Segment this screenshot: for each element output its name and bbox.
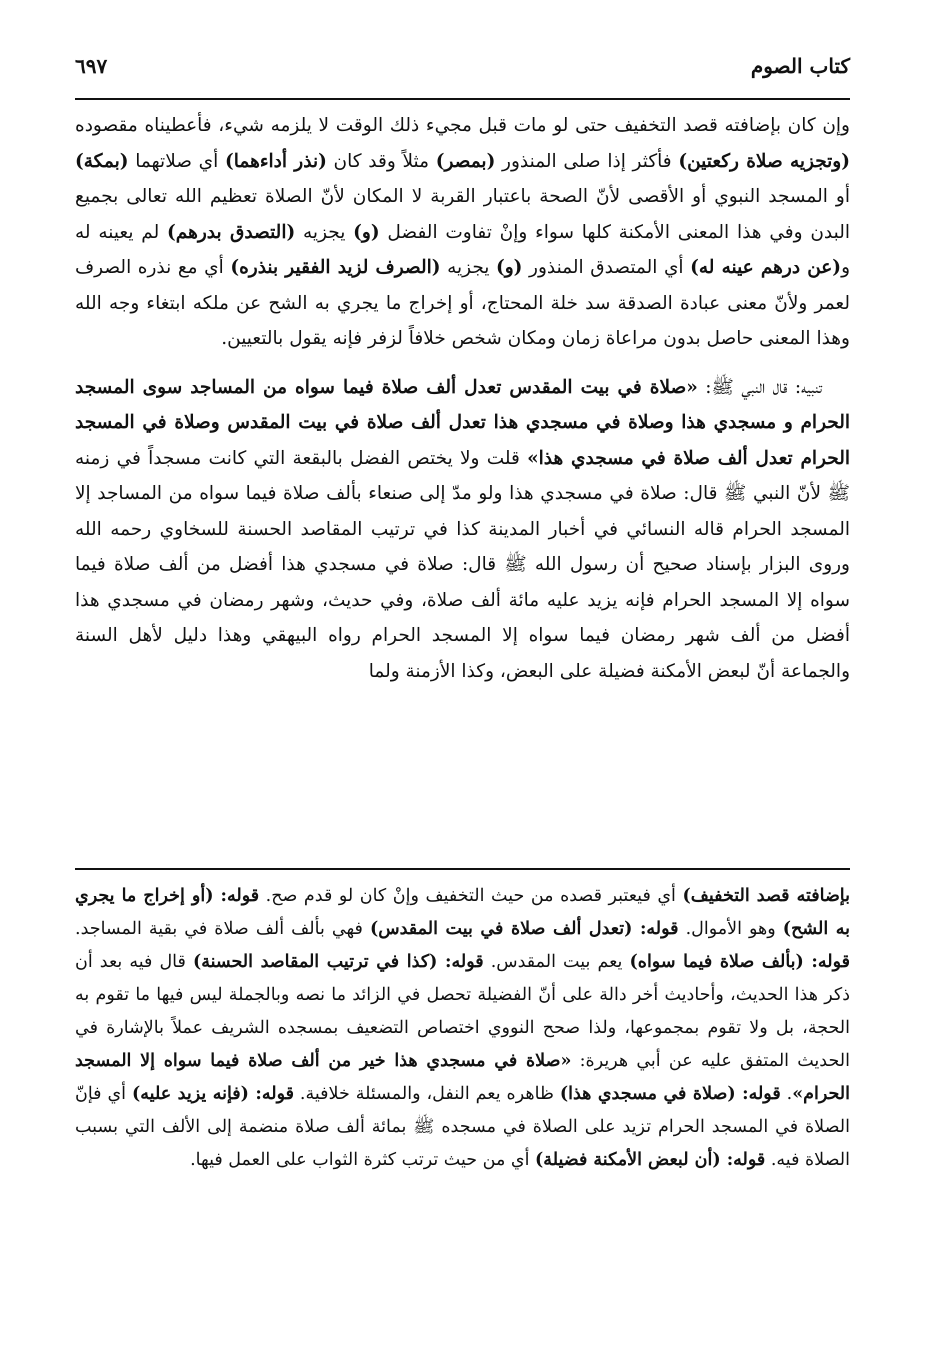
bold-segment: قوله: (صلاة في مسجدي هذا)	[559, 1084, 781, 1104]
bold-segment: قوله: (بألف صلاة فيما سواه)	[629, 952, 851, 972]
note-paragraph	[75, 370, 850, 690]
bold-segment: قوله: (فإنه يزيد عليه)	[132, 1084, 294, 1104]
text-segment: أو المسجد النبوي أو الأقصى لأنّ الصحة باعتبار القربة لا المكان لأنّ الصلاة تعظيم الله تعالى بجميع البدن وفي هذا المعنى الأمكنة كلها سواء وإنْ تفاوت الفضل	[75, 186, 850, 243]
text-segment: يجزيه	[440, 257, 496, 278]
bold-segment: (وتجزيه صلاة ركعتين)	[678, 150, 850, 172]
text-segment: فهي بألف ألف صلاة في بقية المساجد.	[75, 919, 370, 939]
bold-segment: قوله: (كذا في ترتيب المقاصد الحسنة)	[192, 952, 484, 972]
main-paragraph	[75, 108, 850, 357]
text-segment: ظاهره يعم النفل، والمسئلة خلافية.	[293, 1084, 560, 1104]
bold-segment: (بمكة)	[75, 150, 129, 172]
text-segment: وإن كان بإضافته قصد التخفيف حتى لو مات قبل مجيء ذلك الوقت لا يلزمه شيء، فأعطيناه مقصوده	[75, 115, 850, 136]
text-segment: أي فإنّ الصلاة في المسجد الحرام تزيد على الصلاة في مسجده ﷺ بمائة ألف صلاة منضمة إلى الألف التي بسبب الصلاة فيه.	[75, 1084, 850, 1170]
bold-segment: قوله: (أن لبعض الأمكنة فضيلة)	[535, 1150, 766, 1170]
page-number: ٦٩٧	[75, 54, 108, 78]
bold-segment: (و)	[496, 257, 523, 278]
text-segment: يعم بيت المقدس.	[483, 952, 630, 972]
text-segment: أي المتصدق المنذور	[522, 257, 691, 278]
text-segment: لم يعينه له و	[75, 221, 851, 278]
text-segment: مثلاً وقد كان	[326, 150, 436, 172]
text-segment: تنبيه: قال النبي ﷺ:	[697, 376, 822, 398]
main-body	[75, 108, 850, 689]
bold-segment: (بمصر)	[435, 150, 496, 172]
footnotes	[75, 880, 850, 1177]
bold-segment: (نذر أداءهما)	[224, 150, 327, 172]
bold-segment: بإضافته قصد التخفيف)	[682, 886, 851, 906]
footnote-paragraph	[75, 880, 850, 1177]
text-segment: وهو الأموال.	[678, 919, 783, 939]
footnote-divider	[75, 868, 850, 870]
bold-segment: (الصرف لزيد الفقير بنذره)	[230, 257, 441, 278]
page-header	[75, 54, 850, 90]
book-title: كتاب الصوم	[750, 54, 850, 78]
text-segment: فأكثر إذا صلى المنذور	[495, 150, 679, 172]
text-segment: يجزيه	[295, 221, 354, 243]
bold-segment: «صلاة في بيت المقدس تعدل ألف صلاة فيما سواه من المساجد سوى المسجد الحرام و مسجدي هذا وصلاة في مسجدي هذا تعدل ألف صلاة في بيت المقدس وصلاة في المسجد الحرام تعدل ألف صلاة في مسجدي هذا»	[75, 376, 850, 469]
text-segment: قال فيه بعد أن ذكر هذا الحديث، وأحاديث أخر دالة على أنّ الفضيلة تحصل في الزائد ما نصه وبالجملة ليس فيها ما تقوم به الحجة، بل ولا تقوم بمجموعها، ولذا صحح النووي اختصاص التضعيف بمسجده الشريف عملاً بالإشارة في الحديث المتفق عليه عن أبي هريرة:	[75, 952, 850, 1071]
bold-segment: (و)	[353, 221, 380, 243]
bold-segment: (عن درهم عينه له)	[690, 257, 842, 278]
text-segment: أي صلاتهما	[128, 150, 225, 172]
bold-segment: قوله: (أو إخراج ما يجري به الشح)	[75, 886, 851, 939]
bold-segment: قوله: (تعدل ألف صلاة في بيت المقدس)	[369, 919, 679, 939]
bold-segment: (التصدق بدرهم)	[167, 221, 296, 243]
text-segment: أي من حيث ترتب كثرة الثواب على العمل فيها.	[190, 1150, 536, 1170]
text-segment: أي مع نذره الصرف لعمر ولأنّ معنى عبادة الصدقة سد خلة المحتاج، أو إخراج ما يجري به الشح عن ملكه ابتغاء وجه الله وهذا المعنى حاصل بدون مراعاة زمان ومكان شخص خلافاً لزفر فإنه يقول بالتعيين.	[75, 257, 850, 349]
bold-segment: «صلاة في مسجدي هذا خير من ألف صلاة فيما سواه إلا المسجد الحرام»	[75, 1051, 850, 1104]
text-segment: أي فيعتبر قصده من حيث التخفيف وإنْ كان لو قدم صح.	[259, 886, 683, 906]
text-segment: .	[780, 1084, 793, 1104]
text-segment: قلت ولا يختص الفضل بالبقعة التي كانت مسجداً في زمنه ﷺ لأنّ النبي ﷺ قال: صلاة في مسجدي هذا ولو مدّ إلى صنعاء بألف صلاة فيما سواه من المساجد إلا المسجد الحرام قاله النسائي في أخبار المدينة كذا في ترتيب المقاصد الحسنة للسخاوي رحمه الله وروى البزار بإسناد صحيح أن رسول الله ﷺ قال: صلاة في مسجدي هذا أفضل من ألف صلاة فيما سواه إلا المسجد الحرام فإنه يزيد عليه مائة ألف صلاة، وفي حديث، وشهر رمضان في مسجدي هذا أفضل من ألف شهر رمضان فيما سواه إلا المسجد الحرام رواه البيهقي وهذا دليل لأهل السنة والجماعة أنّ لبعض الأمكنة فضيلة على البعض، وكذا الأزمنة ولما	[75, 447, 850, 682]
header-divider	[75, 98, 850, 100]
